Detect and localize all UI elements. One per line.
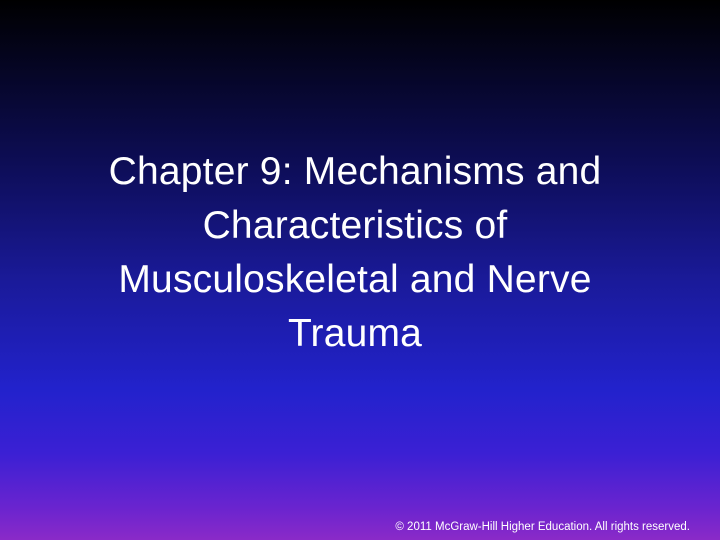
slide-title: Chapter 9: Mechanisms and Characteristics of Musculoskeletal and Nerve Trauma <box>108 150 602 355</box>
copyright-footer: © 2011 McGraw-Hill Higher Education. All rights reserved. <box>395 521 690 533</box>
